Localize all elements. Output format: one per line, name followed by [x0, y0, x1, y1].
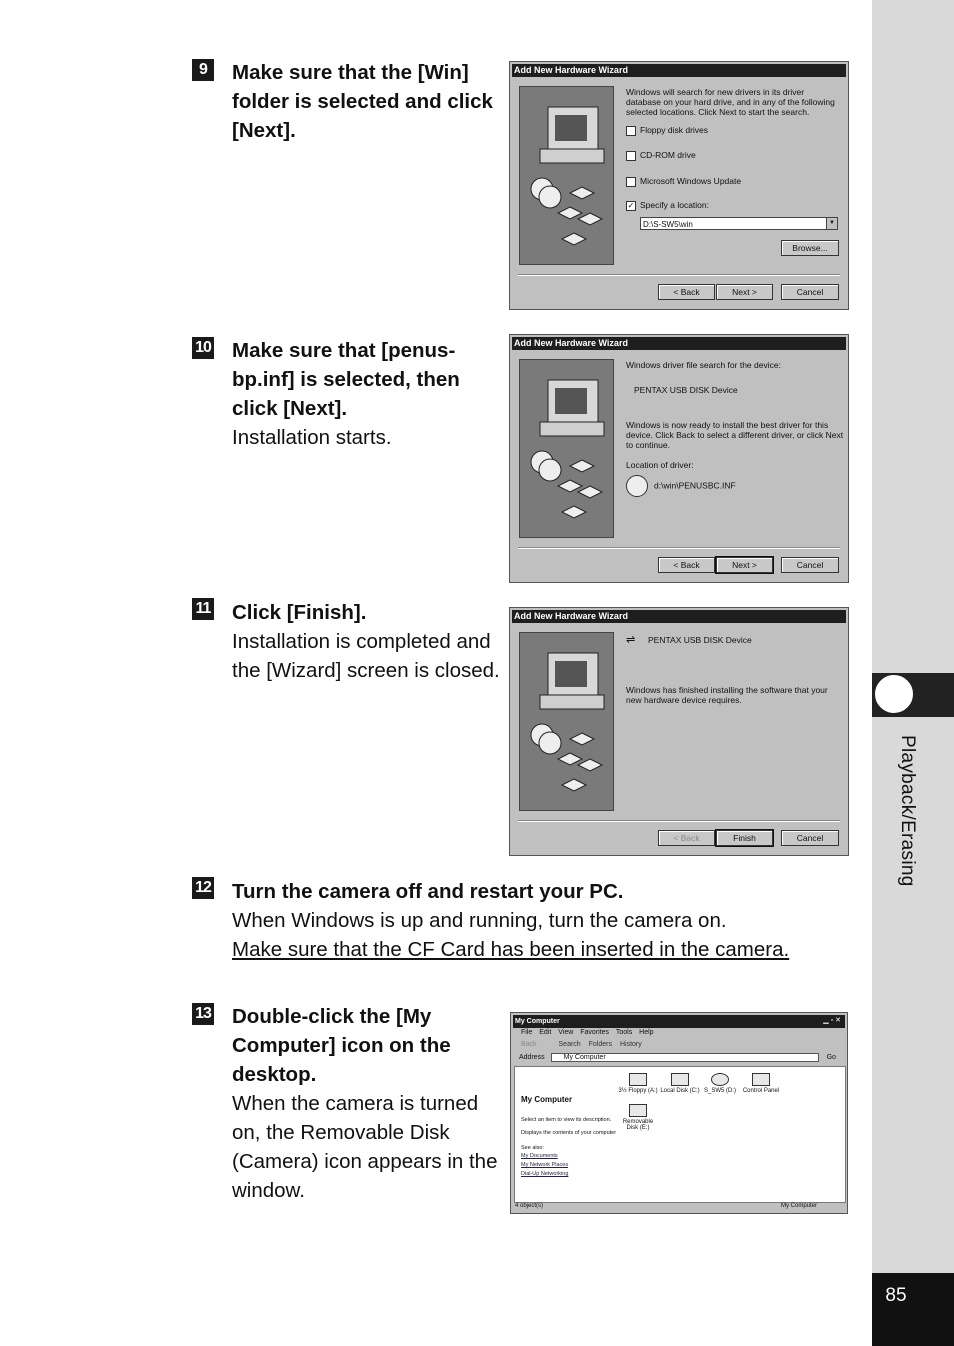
icon-label: S_SW5 (D:)	[703, 1088, 736, 1094]
option-label: Microsoft Windows Update	[640, 176, 742, 186]
driver-location	[626, 475, 736, 497]
go-button[interactable]: Go	[826, 1054, 836, 1061]
window-controls-icon[interactable]: ▁▫✕	[823, 1017, 843, 1024]
step-note-underlined: Make sure that the CF Card has been inserted in the camera.	[232, 938, 790, 961]
option-specify-location[interactable]	[626, 200, 709, 211]
address-bar	[513, 1053, 845, 1062]
history-button[interactable]: History	[619, 1041, 642, 1048]
address-label: Address	[519, 1054, 545, 1061]
see-also-label: See also:	[521, 1145, 544, 1151]
location-label: Location of driver:	[626, 460, 694, 470]
menu-view[interactable]: View	[558, 1029, 574, 1036]
option-label: CD-ROM drive	[640, 150, 696, 160]
finish-button[interactable]: Finish	[716, 830, 773, 846]
device-name: PENTAX USB DISK Device	[634, 385, 738, 395]
step-detail: Installation is completed and the [Wizard] screen is closed.	[232, 630, 500, 682]
floppy-icon	[629, 1073, 647, 1086]
hardware-illustration	[519, 86, 614, 265]
back-button[interactable]: < Back	[658, 557, 715, 573]
my-computer-screenshot	[510, 1012, 848, 1214]
browse-button[interactable]: Browse...	[781, 240, 839, 256]
checkbox-icon[interactable]	[626, 126, 636, 136]
next-button[interactable]: Next >	[716, 284, 773, 300]
menu-tools[interactable]: Tools	[615, 1029, 633, 1036]
link-dialup[interactable]: Dial-Up Networking	[521, 1171, 569, 1177]
next-button[interactable]: Next >	[716, 557, 773, 573]
step-detail: Installation starts.	[232, 426, 392, 449]
step-number: 10	[192, 337, 214, 359]
status-count: 4 object(s)	[515, 1203, 544, 1209]
cancel-button[interactable]: Cancel	[781, 830, 839, 846]
wizard-search-screenshot	[509, 61, 849, 310]
wizard-intro: Windows will search for new drivers in its driver database on your hard drive, and in any of the following selected locations. Click Next to start the search.	[626, 87, 835, 117]
icon-label: Local Disk (C:)	[660, 1088, 700, 1094]
chapter-marker	[874, 674, 914, 714]
step-instruction: Make sure that [penus-bp.inf] is selected, then click [Next].	[232, 339, 460, 420]
device-row	[626, 635, 752, 645]
driver-path: d:\win\PENUSBC.INF	[654, 480, 736, 491]
step-instruction: Double-click the [My Computer] icon on the desktop.	[232, 1005, 451, 1086]
hardware-illustration	[519, 359, 614, 538]
menu-file[interactable]: File	[521, 1029, 533, 1036]
separator	[518, 820, 840, 822]
local-disk-icon[interactable]	[659, 1073, 701, 1094]
removable-disk-glyph-icon	[629, 1104, 647, 1117]
checkbox-icon[interactable]	[626, 177, 636, 187]
link-network-places[interactable]: My Network Places	[521, 1162, 569, 1168]
chapter-label: Playback/Erasing	[897, 735, 918, 887]
location-value: D:\S-SW5\win	[643, 220, 693, 229]
step-9-text	[232, 58, 500, 145]
hard-disk-icon	[671, 1073, 689, 1086]
toolbar	[513, 1041, 845, 1048]
cancel-button[interactable]: Cancel	[781, 284, 839, 300]
separator	[518, 547, 840, 549]
option-label: Specify a location:	[640, 200, 709, 210]
option-label: Floppy disk drives	[640, 125, 709, 135]
search-button[interactable]: Search	[558, 1041, 581, 1048]
usb-icon: ⇌	[626, 634, 636, 646]
wizard-driver-screenshot	[509, 334, 849, 583]
status-bar	[513, 1203, 845, 1209]
page-number: 85	[885, 1285, 907, 1306]
separator	[518, 274, 840, 276]
step-instruction: Click [Finish].	[232, 601, 367, 624]
checkbox-checked-icon[interactable]: ✓	[627, 200, 635, 210]
wizard-finish-screenshot	[509, 607, 849, 856]
option-windows-update[interactable]	[626, 176, 741, 187]
icon-label: Removable Disk (E:)	[622, 1119, 654, 1131]
step-number: 12	[192, 877, 214, 899]
control-panel-glyph-icon	[752, 1073, 770, 1086]
step-number: 11	[192, 598, 214, 620]
cd-driver-icon	[626, 475, 648, 497]
icon-label: 3½ Floppy (A:)	[618, 1088, 658, 1094]
folders-button[interactable]: Folders	[588, 1041, 612, 1048]
hardware-illustration	[519, 632, 614, 811]
step-detail: When Windows is up and running, turn the camera on.	[232, 909, 727, 932]
status-location: My Computer	[781, 1203, 818, 1209]
menu-help[interactable]: Help	[639, 1029, 654, 1036]
address-input[interactable]: My Computer	[551, 1053, 819, 1062]
cd-drive-icon[interactable]	[701, 1073, 739, 1094]
step-instruction: Make sure that the [Win] folder is selected and click [Next].	[232, 61, 493, 142]
step-instruction: Turn the camera off and restart your PC.	[232, 880, 624, 903]
control-panel-icon[interactable]	[741, 1073, 781, 1094]
panel-description-2: Displays the contents of your computer	[521, 1130, 617, 1136]
cancel-button[interactable]: Cancel	[781, 557, 839, 573]
step-10-text	[232, 336, 500, 452]
step-number: 13	[192, 1003, 214, 1025]
search-label: Windows driver file search for the device:	[626, 360, 781, 370]
ready-message: Windows is now ready to install the best driver for this device. Click Back to select a different driver, or click Next to continue.	[626, 420, 844, 450]
option-floppy[interactable]	[626, 125, 708, 136]
removable-disk-icon[interactable]	[620, 1104, 656, 1131]
window-title: Add New Hardware Wizard	[512, 64, 846, 77]
menu-edit[interactable]: Edit	[539, 1029, 552, 1036]
menu-bar	[513, 1029, 845, 1036]
icon-label: Control Panel	[742, 1088, 780, 1094]
device-name: PENTAX USB DISK Device	[648, 635, 752, 645]
option-cdrom[interactable]	[626, 150, 696, 161]
back-button[interactable]: Back	[521, 1041, 537, 1048]
link-my-documents[interactable]: My Documents	[521, 1153, 558, 1159]
checkbox-icon[interactable]	[626, 151, 636, 161]
back-button[interactable]: < Back	[658, 284, 715, 300]
window-title: Add New Hardware Wizard	[512, 610, 846, 623]
page-number-box	[872, 1273, 954, 1346]
menu-favorites[interactable]: Favorites	[580, 1029, 610, 1036]
location-combo[interactable]	[640, 217, 838, 230]
panel-title: My Computer	[521, 1095, 573, 1104]
window-title: My Computer	[513, 1015, 845, 1028]
cd-icon	[711, 1073, 729, 1086]
step-11-text	[232, 598, 500, 685]
step-detail: When the camera is turned on, the Removable Disk (Camera) icon appears in the window.	[232, 1092, 498, 1202]
finished-message: Windows has finished installing the software that your new hardware device requires.	[626, 685, 828, 705]
panel-description: Select an item to view its description.	[521, 1117, 612, 1123]
step-number: 9	[192, 59, 214, 81]
window-title: Add New Hardware Wizard	[512, 337, 846, 350]
step-13-text	[232, 1002, 507, 1205]
floppy-drive-icon[interactable]	[618, 1073, 658, 1094]
back-button[interactable]: < Back	[658, 830, 715, 846]
dropdown-arrow-icon[interactable]: ▼	[826, 218, 837, 229]
step-12-text	[232, 877, 862, 964]
folder-view	[514, 1066, 846, 1203]
